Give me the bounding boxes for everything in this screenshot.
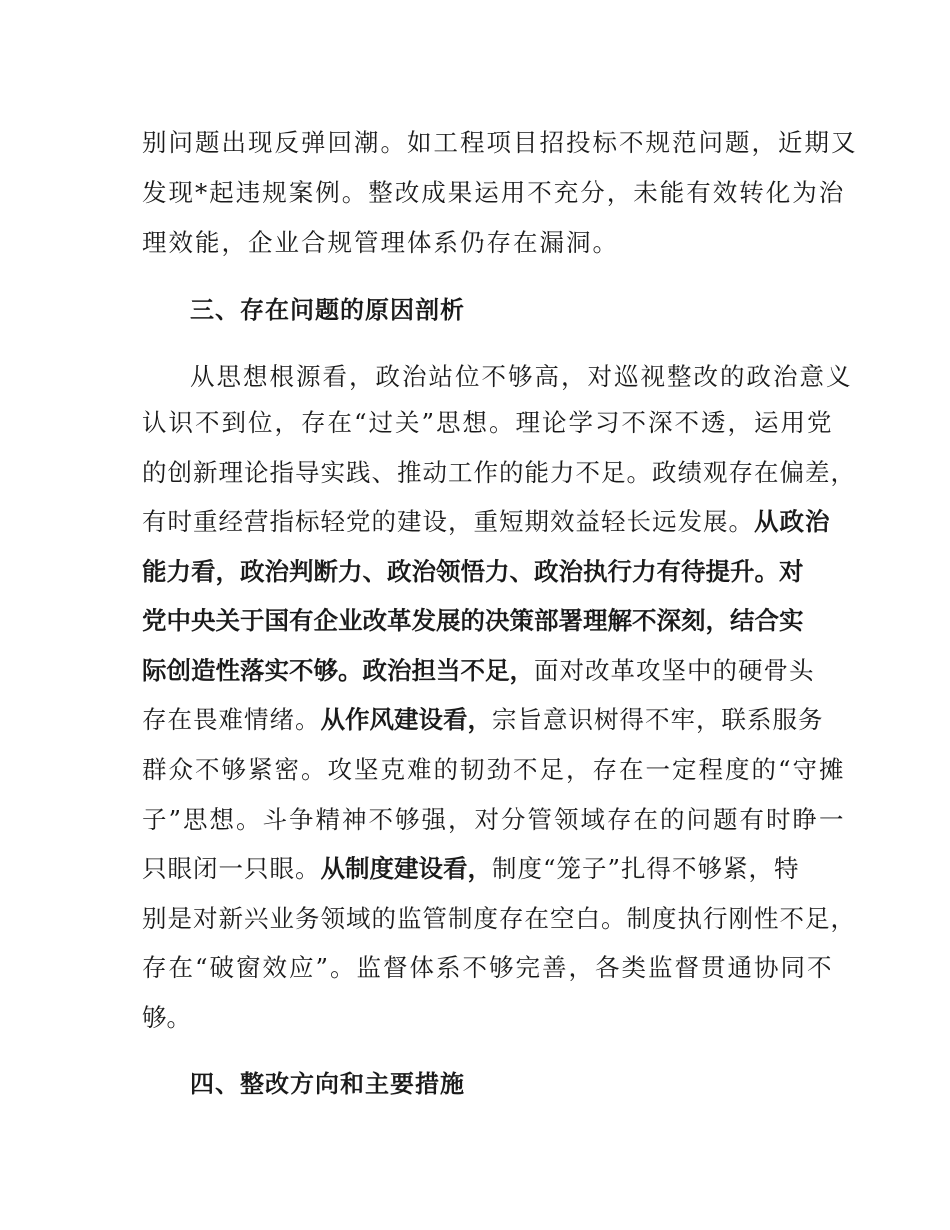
text-run: 有时重经营指标轻党的建设，重短期效益轻长远发展。 (142, 507, 754, 536)
bold-run: 从作风建设看， (320, 705, 492, 734)
body-line-mixed (142, 844, 822, 894)
body-line-bold: 能力看，政治判断力、政治领悟力、政治执行力有待提升。对 (142, 557, 804, 586)
text-run: 只眼闭一只眼。 (142, 854, 321, 883)
body-line-mixed (142, 646, 822, 696)
text-run: 宗旨意识树得不牢，联系服务 (492, 705, 824, 734)
text-run: 面对改革攻坚中的硬骨头 (534, 656, 815, 685)
body-line: 子”思想。斗争精神不够强，对分管领域存在的问题有时睁一 (142, 805, 846, 834)
body-line-mixed (142, 497, 831, 547)
body-line: 认识不到位，存在“过关”思想。理论学习不深不透，运用党 (142, 408, 834, 437)
body-line-mixed (142, 695, 822, 745)
body-line: 群众不够紧密。攻坚克难的韧劲不足，存在一定程度的“守摊 (142, 755, 846, 784)
body-line: 别是对新兴业务领域的监管制度存在空白。制度执行刚性不足， (142, 904, 856, 933)
body-line: 别问题出现反弹回潮。如工程项目招投标不规范问题，近期又 (142, 128, 858, 157)
body-line-bold: 党中央关于国有企业改革发展的决策部署理解不深刻，结合实 (142, 606, 804, 635)
body-line: 够。 (142, 1003, 191, 1032)
section-heading-3: 三、存在问题的原因剖析 (190, 296, 465, 324)
bold-run: 从政治 (754, 507, 831, 536)
body-line: 的创新理论指导实践、推动工作的能力不足。政绩观存在偏差， (142, 458, 856, 487)
section-heading-4: 四、整改方向和主要措施 (190, 1070, 465, 1098)
body-line: 存在“破窗效应”。监督体系不够完善，各类监督贯通协同不 (142, 953, 834, 982)
paragraph-first-line: 从思想根源看，政治站位不够高，对巡视整改的政治意义 (190, 362, 853, 391)
body-line: 发现*起违规案例。整改成果运用不充分，未能有效转化为治 (142, 178, 846, 207)
text-run: 存在畏难情绪。 (142, 705, 321, 734)
body-line: 理效能，企业合规管理体系仍存在漏洞。 (142, 228, 619, 257)
bold-run: 际创造性落实不够。政治担当不足， (142, 656, 534, 685)
text-run: 制度“笼子”扎得不够紧，特 (492, 854, 800, 883)
bold-run: 从制度建设看， (320, 854, 492, 883)
